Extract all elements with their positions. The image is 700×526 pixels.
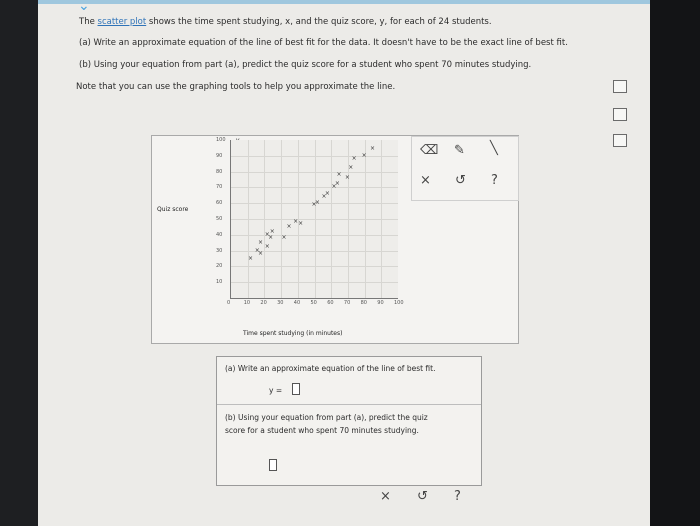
grid-line-vertical: [381, 140, 382, 298]
grid-line-horizontal: [231, 282, 398, 283]
x-tick-label: 100: [394, 300, 404, 306]
x-tick-label: 40: [293, 300, 301, 306]
scatter-point: ×: [298, 219, 304, 227]
answer-footer-actions: [216, 485, 480, 515]
scatter-point: ×: [258, 249, 264, 257]
x-axis-label: Time spent studying (in minutes): [243, 330, 343, 337]
scatter-point: ×: [269, 227, 275, 235]
answer-b-prompt-line-1: (b) Using your equation from part (a), predict the quiz: [225, 413, 428, 422]
pencil-icon[interactable]: ✎: [454, 143, 465, 158]
scatter-point: ×: [344, 173, 350, 181]
x-tick-label: 0: [227, 300, 231, 306]
scatter-point: ×: [361, 151, 367, 159]
calculator-icon[interactable]: [613, 80, 627, 93]
y-tick-label: 100: [216, 137, 226, 143]
scatter-plot-link[interactable]: scatter plot: [97, 17, 147, 27]
scatter-point: ×: [314, 199, 320, 207]
y-tick-label: 10: [216, 279, 223, 286]
answer-a-equation-label: y =: [269, 386, 283, 395]
scatter-point: ×: [286, 222, 292, 230]
scatter-point: ×: [334, 180, 340, 188]
graph-tool-box: [411, 136, 519, 201]
eraser-icon[interactable]: ⌫: [420, 143, 439, 158]
scatter-point: ×: [268, 233, 274, 241]
question-line-1: The scatter plot shows the time spent studying, x, and the quiz score, y, for each of 24 students.: [79, 17, 492, 27]
clear-answer-icon[interactable]: ×: [380, 489, 391, 504]
help-answer-icon[interactable]: ?: [454, 489, 461, 504]
y-tick-label: 80: [216, 168, 223, 175]
help-graph-icon[interactable]: ?: [491, 173, 498, 188]
scatter-point: ×: [331, 183, 337, 191]
x-tick-label: 70: [343, 300, 351, 306]
x-tick-label: 20: [260, 300, 267, 306]
y-tick-label: 40: [216, 231, 223, 238]
answer-b-input[interactable]: [269, 459, 277, 471]
x-tick-label: 10: [243, 300, 251, 306]
top-strip: [38, 0, 650, 4]
x-tick-label: 60: [327, 300, 334, 306]
grid-line-vertical: [365, 140, 366, 298]
undo-answer-icon[interactable]: ↺: [417, 489, 428, 504]
x-tick-label: 90: [377, 300, 384, 306]
scatter-point: ×: [264, 230, 270, 238]
chart-icon[interactable]: [613, 108, 627, 121]
scatter-point: ×: [264, 243, 270, 251]
scatter-point: ×: [258, 238, 264, 246]
x-tick-label: 80: [360, 300, 367, 306]
answer-part-a: [217, 357, 481, 405]
x-tick-label: 30: [277, 300, 284, 306]
undo-graph-icon[interactable]: ↺: [455, 173, 466, 188]
question-note: Note that you can use the graphing tools to help you approximate the line.: [76, 82, 396, 92]
y-tick-label: 90: [216, 152, 223, 159]
scatter-point: ×: [254, 246, 260, 254]
right-dark-edge: [650, 0, 700, 526]
scatter-point: ×: [293, 218, 299, 226]
grid-line-horizontal: [231, 219, 398, 220]
y-tick-label: 60: [216, 200, 223, 207]
y-tick-label: 20: [216, 263, 223, 270]
scatter-point: ×: [281, 233, 287, 241]
clear-graph-icon[interactable]: ×: [420, 173, 431, 188]
scatter-point: ×: [248, 254, 254, 262]
help-box-icon[interactable]: [613, 134, 627, 147]
grid-line-vertical: [331, 140, 332, 298]
y-axis-label: Quiz score: [157, 206, 189, 213]
scatter-point: ×: [348, 164, 354, 172]
chevron-down-icon[interactable]: ⌄: [78, 0, 90, 14]
scatter-point: ×: [351, 154, 357, 162]
answer-part-b: [217, 405, 481, 485]
y-tick-label: 70: [216, 184, 223, 191]
answer-b-prompt-line-2: score for a student who spent 70 minutes studying.: [225, 426, 419, 435]
scatter-point: ×: [336, 170, 342, 178]
scatter-point: ×: [311, 200, 317, 208]
scatter-point: ×: [324, 189, 330, 197]
question-part-a: (a) Write an approximate equation of the line of best fit for the data. It doesn't have to be the exact line of best fit.: [79, 38, 568, 48]
scatter-plot-area[interactable]: [216, 137, 404, 306]
question-part-b: (b) Using your equation from part (a), predict the quiz score for a student who spent 70 minutes studying.: [79, 60, 532, 70]
answer-a-prompt: (a) Write an approximate equation of the line of best fit.: [225, 364, 436, 373]
grid-line-horizontal: [231, 235, 398, 236]
y-tick-label: 50: [216, 216, 223, 222]
y-tick-label: 30: [216, 247, 223, 254]
line-tool-icon[interactable]: ╲: [490, 141, 498, 156]
answer-panel: [216, 356, 482, 486]
answer-a-input[interactable]: [292, 383, 300, 395]
x-tick-label: 50: [310, 300, 317, 306]
grid-line-horizontal: [231, 266, 398, 267]
scatter-point: ×: [369, 145, 375, 153]
scatter-point: ×: [321, 192, 327, 200]
